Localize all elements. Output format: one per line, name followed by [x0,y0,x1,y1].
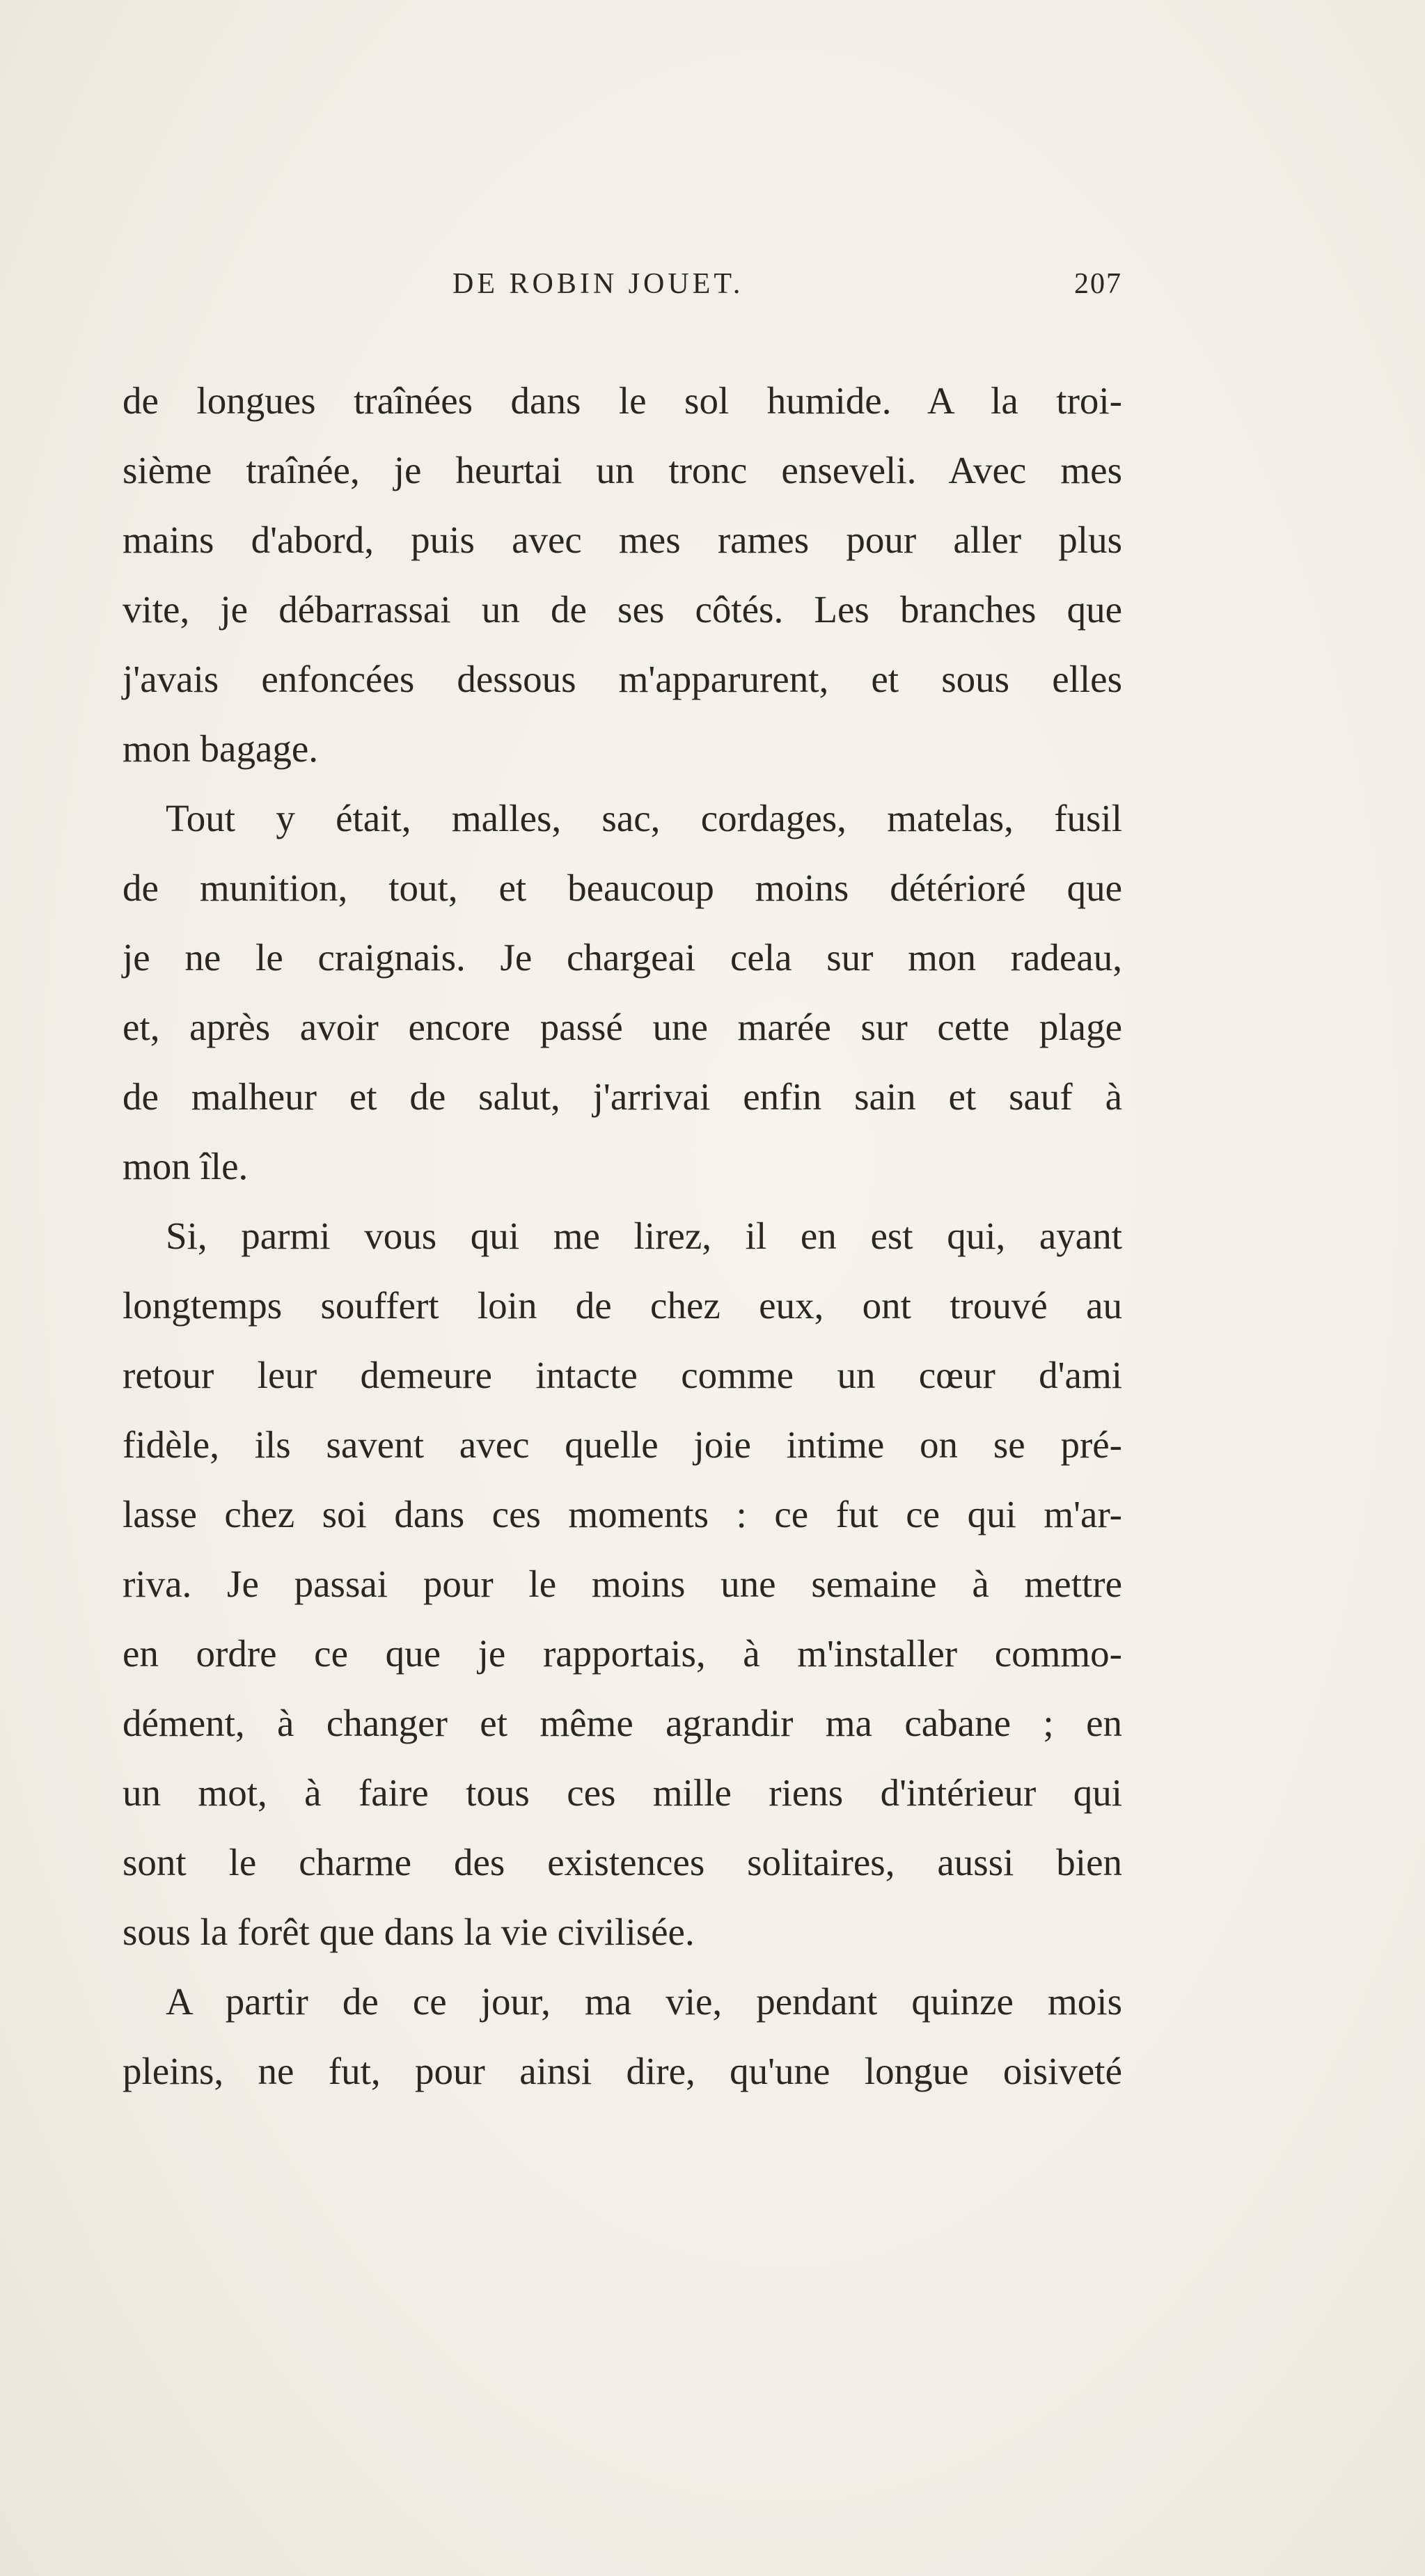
text-line: fidèle, ils savent avec quelle joie intime on se pré- [123,1423,1122,1466]
paragraph-first-line: A partir de ce jour, ma vie, pendant quinze mois [166,1980,1122,2023]
text-line: longtemps souffert loin de chez eux, ont trouvé au [123,1284,1122,1327]
text-line: riva. Je passai pour le moins une semaine à mettre [123,1563,1122,1605]
page-number: 207 [1074,268,1122,300]
text-line: pleins, ne fut, pour ainsi dire, qu'une longue oisiveté [123,2050,1122,2092]
text-line: mon bagage. [123,727,319,770]
text-line: je ne le craignais. Je chargeai cela sur mon radeau, [123,936,1122,979]
text-line: vite, je débarrassai un de ses côtés. Les branches que [123,588,1122,631]
text-line: lasse chez soi dans ces moments : ce fut ce qui m'ar- [123,1493,1122,1535]
paragraph-first-line: Si, parmi vous qui me lirez, il en est qui, ayant [166,1215,1122,1257]
text-line: retour leur demeure intacte comme un cœur d'ami [123,1354,1122,1396]
text-line: et, après avoir encore passé une marée sur cette plage [123,1006,1122,1048]
text-line: j'avais enfoncées dessous m'apparurent, et sous elles [123,658,1122,700]
text-line: sième traînée, je heurtai un tronc enseveli. Avec mes [123,449,1122,491]
text-line: mains d'abord, puis avec mes rames pour aller plus [123,519,1122,561]
text-line: sont le charme des existences solitaires, aussi bien [123,1841,1122,1883]
text-line: de munition, tout, et beaucoup moins détérioré que [123,867,1122,909]
text-line: de malheur et de salut, j'arrivai enfin sain et sauf à [123,1075,1122,1118]
text-line: sous la forêt que dans la vie civilisée. [123,1911,695,1953]
text-line: mon île. [123,1145,249,1187]
body-text [123,366,1122,2106]
paragraph-first-line: Tout y était, malles, sac, cordages, matelas, fusil [166,797,1122,839]
page-header [123,267,1122,309]
running-title: DE ROBIN JOUET. [452,268,744,300]
text-line: en ordre ce que je rapportais, à m'installer commo- [123,1632,1122,1675]
text-line: de longues traînées dans le sol humide. A la troi- [123,379,1122,422]
text-line: dément, à changer et même agrandir ma cabane ; en [123,1702,1122,1744]
text-line: un mot, à faire tous ces mille riens d'intérieur qui [123,1771,1122,1814]
